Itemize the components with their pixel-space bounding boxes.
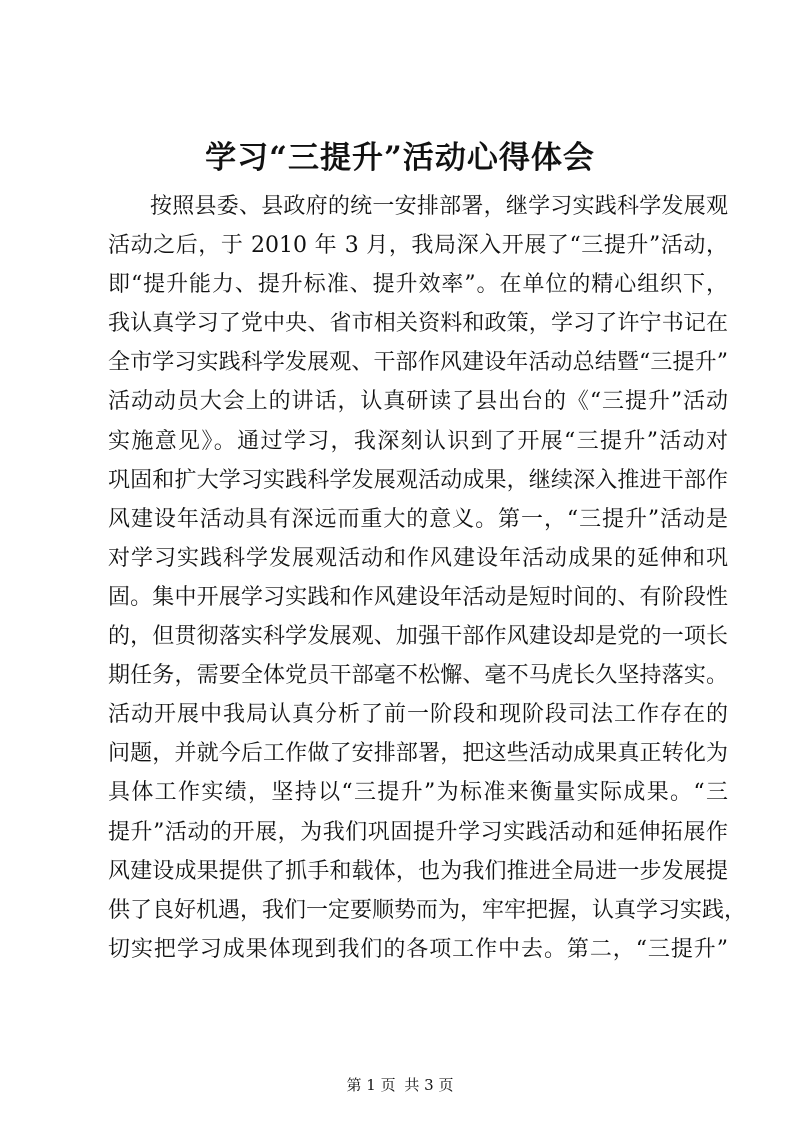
text-line: 活动开展中我局认真分析了前一阶段和现阶段司法工作存在的 bbox=[108, 702, 728, 728]
text-line: 具体工作实绩，坚持以“三提升”为标准来衡量实际成果。“三 bbox=[108, 780, 728, 806]
text-line: 活动动员大会上的讲话，认真研读了县出台的《“三提升”活动 bbox=[108, 389, 728, 415]
text-line: 实施意见》。通过学习，我深刻认识到了开展“三提升”活动对 bbox=[108, 428, 728, 454]
text-line: 的，但贯彻落实科学发展观、加强干部作风建设却是党的一项长 bbox=[108, 624, 728, 650]
text-line: 对学习实践科学发展观活动和作风建设年活动成果的延伸和巩 bbox=[108, 545, 728, 571]
text-line: 我认真学习了党中央、省市相关资料和政策，学习了许宁书记在 bbox=[108, 311, 728, 337]
text-line: 巩固和扩大学习实践科学发展观活动成果，继续深入推进干部作 bbox=[108, 467, 728, 493]
text-line: 全市学习实践科学发展观、干部作风建设年活动总结暨“三提升” bbox=[108, 350, 728, 376]
text-line: 活动之后，于 2010 年 3 月，我局深入开展了“三提升”活动， bbox=[108, 233, 728, 259]
document-title: 学习“三提升”活动心得体会 bbox=[205, 140, 595, 176]
text-line: 按照县委、县政府的统一安排部署，继学习实践科学发展观 bbox=[150, 194, 728, 219]
body-paragraph bbox=[108, 187, 747, 969]
page-total: 共 3 页 bbox=[404, 1076, 454, 1094]
text-line: 风建设年活动具有深远而重大的意义。第一，“三提升”活动是 bbox=[108, 506, 728, 532]
text-line: 即“提升能力、提升标准、提升效率”。在单位的精心组织下， bbox=[108, 272, 728, 298]
text-line: 切实把学习成果体现到我们的各项工作中去。第二，“三提升” bbox=[108, 936, 728, 962]
text-line: 固。集中开展学习实践和作风建设年活动是短时间的、有阶段性 bbox=[108, 584, 728, 610]
text-line: 提升”活动的开展，为我们巩固提升学习实践活动和延伸拓展作 bbox=[108, 819, 728, 845]
text-line: 期任务，需要全体党员干部毫不松懈、毫不马虎长久坚持落实。 bbox=[108, 663, 728, 689]
page-number: 第 1 页 bbox=[346, 1076, 396, 1094]
page-footer bbox=[0, 1075, 800, 1095]
text-line: 风建设成果提供了抓手和载体，也为我们推进全局进一步发展提 bbox=[108, 858, 728, 884]
text-line: 问题，并就今后工作做了安排部署，把这些活动成果真正转化为 bbox=[108, 741, 728, 767]
text-line: 供了良好机遇，我们一定要顺势而为，牢牢把握，认真学习实践， bbox=[108, 897, 747, 923]
